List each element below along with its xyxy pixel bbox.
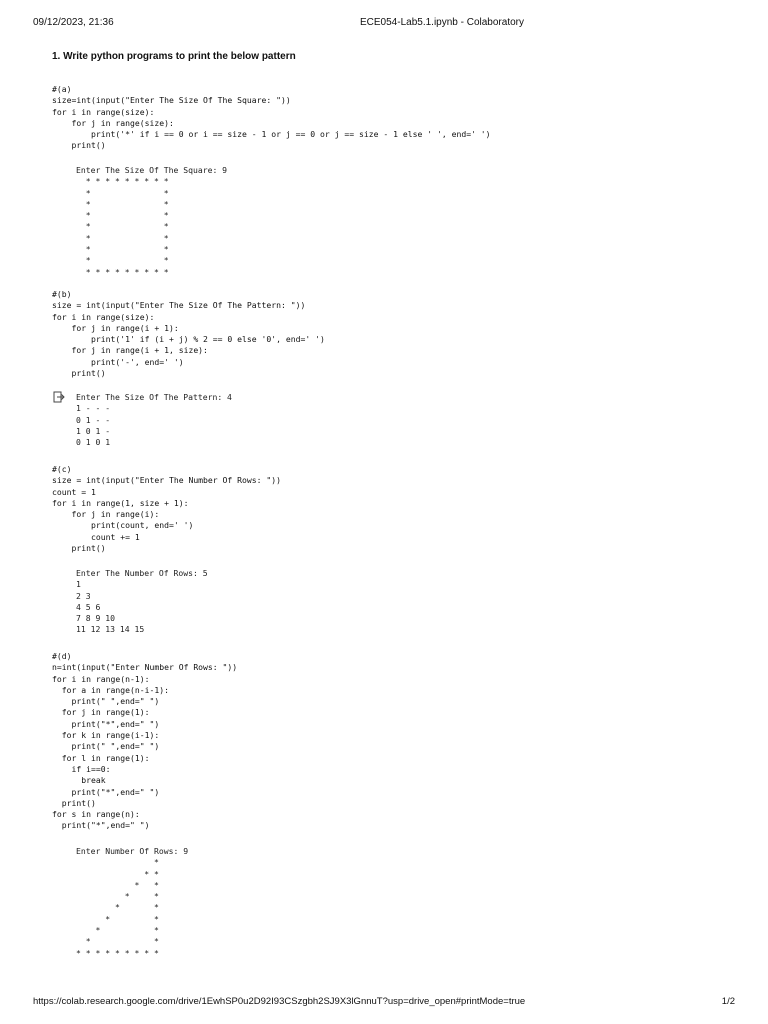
section-heading: 1. Write python programs to print the below pattern [52,51,296,62]
output-cell-b: Enter The Size Of The Pattern: 4 1 - - - 0 1 - - 1 0 1 - 0 1 0 1 [76,392,232,448]
output-cell-a: Enter The Size Of The Square: 9 * * * * * * * * * * * * * * * * * * * * * * * * * * * * * * * * [76,165,228,277]
code-cell-c[interactable]: #(c) size = int(input("Enter The Number Of Rows: ")) count = 1 for i in range(1, size + 1): for j in range(i): print(count, end=' ') count += 1 print() [52,464,282,554]
code-cell-b[interactable]: #(b) size = int(input("Enter The Size Of The Pattern: ")) for i in range(size): for j in range(i + 1): print('1' if (i + j) % 2 == 0 else '0', end=' ') for j in range(i + 1, size): print('-', end=' ') print() [52,289,325,379]
print-datetime: 09/12/2023, 21:36 [33,17,114,28]
output-cell-d: Enter Number Of Rows: 9 * * * * * * * * * * * * * * * * * * * * * * * * [76,846,189,958]
code-cell-a[interactable]: #(a) size=int(input("Enter The Size Of The Square: ")) for i in range(size): for j in range(size): print('*' if i == 0 or i == size - 1 or j == 0 or j == size - 1 else ' ', end=' ') print() [52,84,491,151]
output-redirect-icon[interactable] [53,391,65,403]
code-cell-d[interactable]: #(d) n=int(input("Enter Number Of Rows: ")) for i in range(n-1): for a in range(n-i-1): print(" ",end=" ") for j in range(1): print("*",end=" ") for k in range(i-1): print(" ",end=" ") for l in range(1): if i==0: break print("*",end=" ") print() for s in range(n): print("*",end=" ") [52,651,238,831]
page-title: ECE054-Lab5.1.ipynb - Colaboratory [360,17,524,28]
page-url: https://colab.research.google.com/drive/1EwhSP0u2D92I93CSzgbh2SJ9X3lGnnuT?usp=drive_open#printMode=true [33,996,526,1007]
page-number: 1/2 [721,996,735,1007]
output-cell-c: Enter The Number Of Rows: 5 1 2 3 4 5 6 7 8 9 10 11 12 13 14 15 [76,568,208,635]
